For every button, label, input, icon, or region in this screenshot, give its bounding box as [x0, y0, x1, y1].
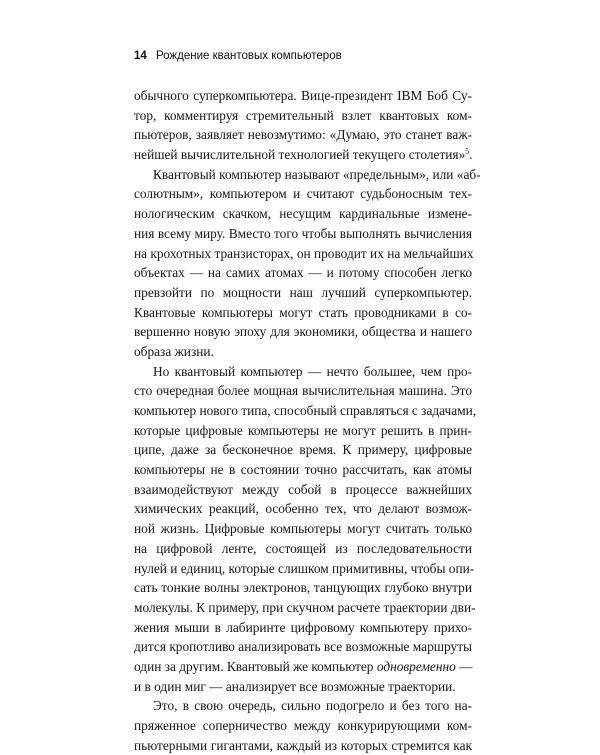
text-line: которые цифровые компьютеры не могут решить в прин-	[134, 422, 472, 438]
paragraph	[134, 362, 477, 697]
text-line: ципе, даже за бесконечное время. К примеру, цифровые	[134, 442, 472, 458]
text-line: компьютер нового типа, способный справляться с задачами,	[134, 403, 477, 418]
text-line: образа жизни.	[134, 343, 214, 359]
text-line: компьютеры не в состоянии точно рассчитать, как атомы	[134, 462, 472, 478]
text-line: и в один миг — анализирует все возможные траектории.	[134, 678, 456, 694]
text-line: Квантовый компьютер называют «предельным», или «аб-	[153, 166, 481, 182]
text-line: тор, комментируя стремительный взлет квантовых ком-	[134, 107, 472, 123]
text-line: на цифровой ленте, состоящей из последовательности	[134, 540, 472, 556]
text-line: дится кропотливо анализировать все возможные маршруты	[134, 639, 472, 655]
text-line: обычного суперкомпьютера. Вице-президент IBM Боб Су-	[134, 88, 472, 103]
text-line: нологическим скачком, несущим кардинальные измене-	[134, 206, 472, 222]
text-line: солютным», компьютером и считают судьбоносным тех-	[134, 186, 472, 202]
running-header	[134, 50, 342, 62]
text-line: пряженное соперничество между конкурирующими ком-	[134, 718, 472, 733]
paragraph	[134, 165, 481, 362]
text-line: вершенно новую эпоху для экономики, общества и нашего	[134, 324, 472, 340]
emphasis-text: одновременно	[376, 658, 456, 674]
paragraph	[134, 86, 472, 165]
chapter-title: Рождение квантовых компьютеров	[156, 50, 342, 62]
text-line: молекулы. К примеру, при скучном расчете траектории дви-	[134, 599, 476, 615]
text-line: сто очередная более мощная вычислительная машина. Это	[134, 383, 472, 399]
text-line	[134, 657, 472, 677]
text-line: нулей и единиц, которые слишком примитивны, чтобы опи-	[134, 560, 475, 576]
text-line: пьютеров, заявляет невозмутимо: «Думаю, это станет важ-	[134, 127, 472, 143]
text-line-part: —	[455, 658, 473, 674]
text-line: ной жизнь. Цифровые компьютеры могут считать только	[134, 521, 472, 537]
text-line: ния всему миру. Вместо того чтобы выполнять вычисления	[134, 225, 472, 241]
text-line: нейшей вычислительной технологией текущего столетия»$^5$.	[134, 147, 473, 163]
paragraph	[134, 696, 472, 755]
text-line-content: нейшей вычислительной технологией текущего столетия»	[134, 147, 466, 163]
text-line-part: один за другим. Квантовый же компьютер	[134, 658, 377, 674]
text-line: Но квантовый компьютер — нечто большее, чем про-	[153, 363, 472, 379]
text-line: Квантовые компьютеры могут стать проводниками в со-	[134, 304, 472, 320]
text-line: Это, в свою очередь, сильно подогрело и без того на-	[153, 698, 472, 714]
footnote-mark: 5	[465, 147, 470, 157]
text-line: объектах — на самих атомах — и потому способен легко	[134, 265, 472, 281]
text-line: жения мыши в лабиринте цифровому компьютеру прихо-	[134, 619, 472, 635]
text-line: взаимодействуют между собой в процессе важнейших	[134, 481, 472, 497]
page-number: 14	[134, 50, 147, 62]
text-line: сать тонкие волны электронов, танцующих глубоко внутри	[134, 580, 472, 596]
text-line: пьютерными гигантами, каждый из которых стремится как	[134, 737, 472, 753]
text-line: превзойти по мощности наш лучший суперкомпьютер.	[134, 284, 472, 300]
text-line: химических реакций, особенно тех, что делают возмож-	[134, 501, 472, 517]
text-line: на крохотных транзисторах, он проводит их на мельчайших	[134, 245, 474, 261]
body-text	[134, 86, 481, 755]
